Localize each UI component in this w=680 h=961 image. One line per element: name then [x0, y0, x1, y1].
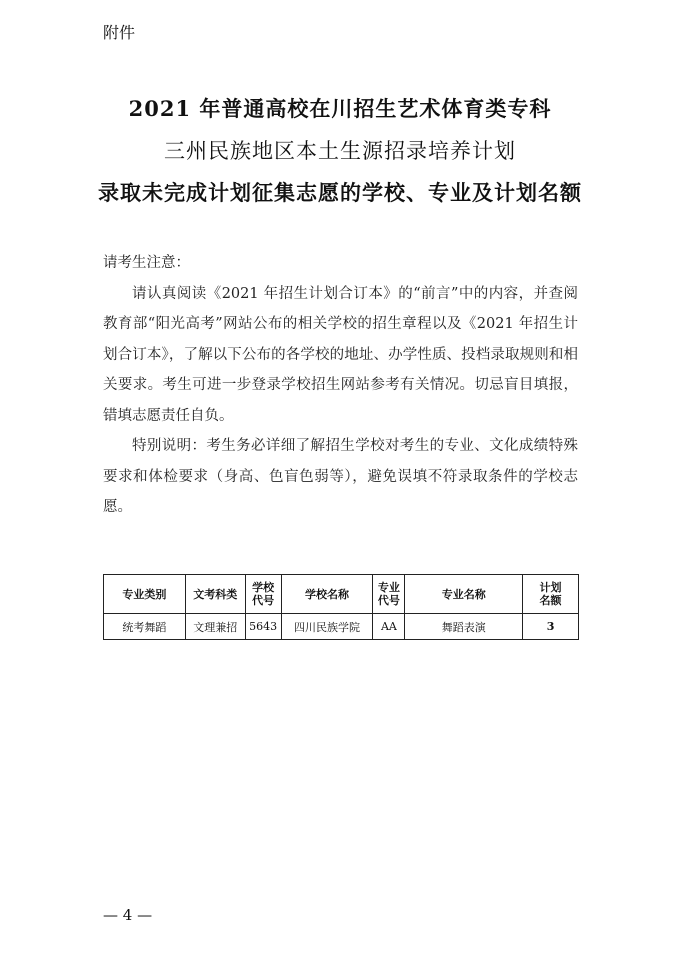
header-major-code-line-1: 专业	[377, 581, 400, 594]
notice-paragraph-2: 特别说明：考生务必详细了解招生学校对考生的专业、文化成绩特殊要求和体检要求（身高、色盲色弱等），避免误填不符录取条件的学校志愿。	[103, 438, 578, 515]
cell-school-code: 5643	[245, 614, 281, 640]
cell-major-category: 统考舞蹈	[104, 614, 186, 640]
enrollment-plan-table	[103, 574, 579, 640]
page-number: — 4 —	[103, 906, 153, 924]
header-quota-line-1: 计划	[539, 581, 562, 594]
cell-major-name: 舞蹈表演	[405, 614, 523, 640]
header-school-code-line-1: 学校	[252, 581, 275, 594]
cell-quota: 3	[523, 614, 579, 640]
document-title	[0, 88, 680, 214]
cell-subject-type: 文理兼招	[185, 614, 245, 640]
header-school-code	[245, 575, 281, 614]
title-line-1: 2021 年普通高校在川招生艺术体育类专科	[128, 96, 552, 121]
header-major-category: 专业类别	[104, 575, 186, 614]
header-major-name: 专业名称	[405, 575, 523, 614]
table-header-row	[104, 575, 579, 614]
notice-paragraph-1: 请认真阅读《2021 年招生计划合订本》的“前言”中的内容，并查阅教育部“阳光高考”网站公布的相关学校的招生章程以及《2021 年招生计划合订本》，了解以下公布的各学校的地址、办学性质、投档录取规则和相关要求。考生可进一步登录学校招生网站参考有关情况。切忌盲目填报，错填志愿责任自负。	[103, 285, 578, 424]
table-row	[104, 614, 579, 640]
attachment-label: 附件	[103, 23, 136, 42]
header-major-code	[373, 575, 405, 614]
title-line-2: 三州民族地区本土生源招录培养计划	[164, 139, 516, 163]
notice-heading: 请考生注意：	[103, 255, 190, 271]
notice-section	[103, 248, 578, 523]
cell-major-code: AA	[373, 614, 405, 640]
header-major-code-line-2: 代号	[377, 594, 400, 607]
header-quota-line-2: 名额	[539, 594, 562, 607]
header-quota	[523, 575, 579, 614]
header-subject-type: 文考科类	[185, 575, 245, 614]
header-school-name: 学校名称	[281, 575, 373, 614]
title-line-3: 录取未完成计划征集志愿的学校、专业及计划名额	[98, 180, 582, 205]
cell-school-name: 四川民族学院	[281, 614, 373, 640]
header-school-code-line-2: 代号	[252, 594, 275, 607]
